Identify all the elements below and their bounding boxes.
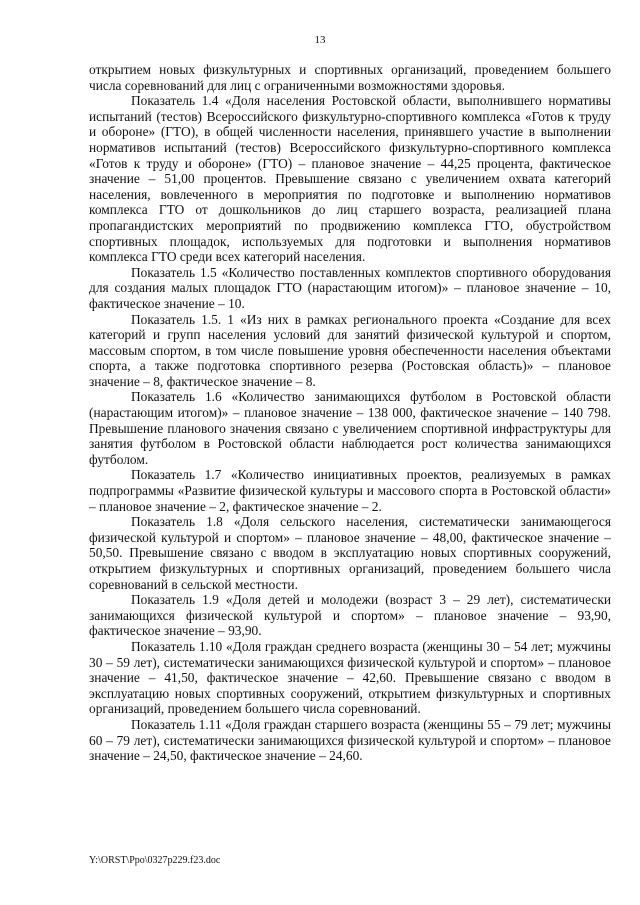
paragraph-indicator-1-11: Показатель 1.11 «Доля граждан старшего возраста (женщины 55 – 79 лет; мужчины 60 – 79 лет), систематически занимающихся физической культурой и спортом» – плановое значение – 24,50, фактическое значение – 24,60.: [89, 716, 611, 764]
paragraph-indicator-1-4: Показатель 1.4 «Доля населения Ростовской области, выполнившего нормативы испытаний (тестов) Всероссийского физкультурно-спортивного комплекса «Готов к труду и обороне» (ГТО), в общей численности населения, принявшего участие в выполнении нормативов испытаний (тестов) Всероссийского физкультурно-спортивного комплекса «Готов к труду и обороне» (ГТО) – плановое значение – 44,25 процента, фактическое значение – 51,00 процентов. Превышение связано с увеличением охвата категорий населения, вовлеченного в мероприятия по подготовке и выполнению нормативов комплекса ГТО от дошкольников до лиц старшего возраста, реализацией плана пропагандистских мероприятий по продвижению комплекса ГТО, обустройством спортивных площадок, используемых для подготовки и выполнения нормативов комплекса ГТО среди всех категорий населения.: [89, 93, 611, 265]
paragraph-continuation: открытием новых физкультурных и спортивных организаций, проведением большего числа соревнований для лиц с ограниченными возможностями здоровья.: [89, 62, 611, 93]
paragraph-indicator-1-7: Показатель 1.7 «Количество инициативных проектов, реализуемых в рамках подпрограммы «Развитие физической культуры и массового спорта в Ростовской области» – плановое значение – 2, фактическое значение – 2.: [89, 467, 611, 514]
paragraph-indicator-1-5-1: Показатель 1.5. 1 «Из них в рамках регионального проекта «Создание для всех категорий и групп населения условий для занятий физической культурой и спортом, массовым спортом, в том числе повышение уровня обеспеченности населения объектами спорта, а также подготовка спортивного резерва (Ростовская область)» – плановое значение – 8, фактическое значение – 8.: [89, 311, 611, 389]
paragraph-indicator-1-8: Показатель 1.8 «Доля сельского населения, систематически занимающегося физической культурой и спортом» – плановое значение – 48,00, фактическое значение – 50,50. Превышение связано с вводом в эксплуатацию новых спортивных сооружений, открытием физкультурных и спортивных организаций, проведением большего числа соревнований в сельской местности.: [89, 514, 611, 592]
document-body: [89, 62, 611, 764]
paragraph-indicator-1-5: Показатель 1.5 «Количество поставленных комплектов спортивного оборудования для создания малых площадок ГТО (нарастающим итогом)» – плановое значение – 10, фактическое значение – 10.: [89, 264, 611, 311]
footer-file-path: Y:\ORST\Ppo\0327p229.f23.doc: [89, 855, 221, 866]
paragraph-indicator-1-9: Показатель 1.9 «Доля детей и молодежи (возраст 3 – 29 лет), систематически занимающихся физической культурой и спортом» – плановое значение – 93,90, фактическое значение – 93,90.: [89, 592, 611, 639]
paragraph-indicator-1-10: Показатель 1.10 «Доля граждан среднего возраста (женщины 30 – 54 лет; мужчины 30 – 59 лет), систематически занимающихся физической культурой и спортом» – плановое значение – 41,50, фактическое значение – 42,60. Превышение связано с вводом в эксплуатацию новых спортивных сооружений, открытием физкультурных и спортивных организаций, проведением большего числа соревнований.: [89, 638, 611, 717]
page-number: 13: [314, 34, 326, 46]
paragraph-indicator-1-6: Показатель 1.6 «Количество занимающихся футболом в Ростовской области (нарастающим итогом)» – плановое значение – 138 000, фактическое значение – 140 798. Превышение планового значения связано с увеличением спортивной инфраструктуры для занятия футболом в Ростовской области наблюдается рост количества занимающихся футболом.: [89, 389, 611, 467]
